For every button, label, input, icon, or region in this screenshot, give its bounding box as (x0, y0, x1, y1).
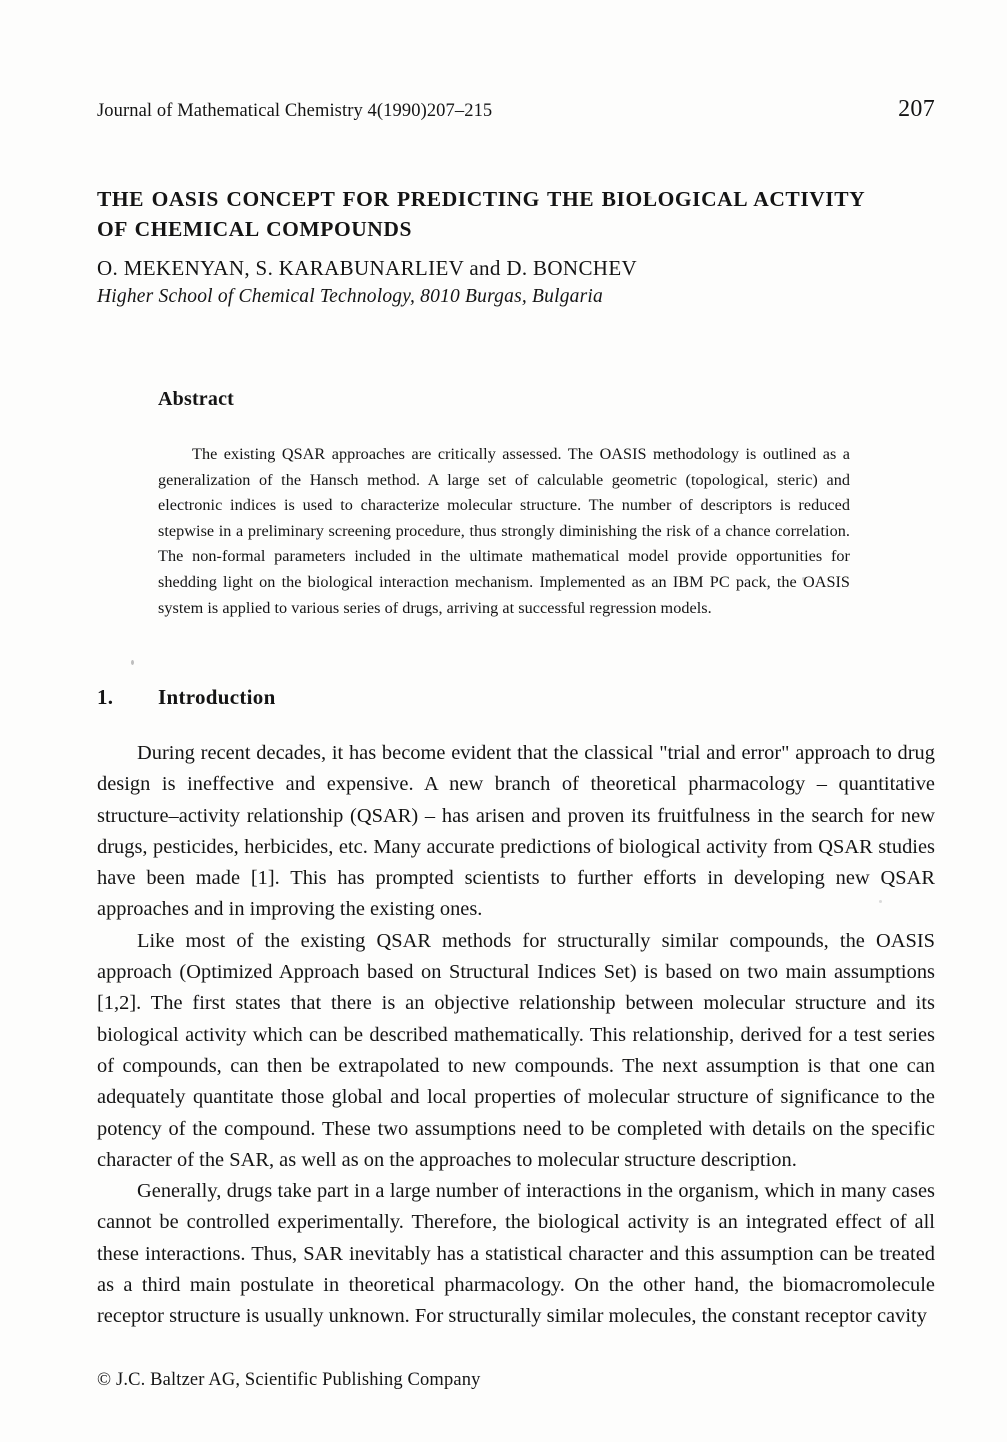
copyright-footer: © J.C. Baltzer AG, Scientific Publishing Company (97, 1370, 481, 1390)
section-number: 1. (97, 685, 114, 709)
author-list: O. MEKENYAN, S. KARABUNARLIEV and D. BONCHEV (97, 256, 638, 280)
article-title-line-1: THE OASIS CONCEPT FOR PREDICTING THE BIOLOGICAL ACTIVITY (97, 187, 866, 212)
abstract-heading: Abstract (158, 388, 235, 410)
body-text (97, 738, 935, 1333)
abstract-section (158, 388, 850, 621)
journal-citation-line: Journal of Mathematical Chemistry 4(1990)207–215 (97, 101, 493, 121)
page-number: 207 (898, 96, 935, 122)
paragraph: Like most of the existing QSAR methods for structurally similar compounds, the OASIS approach (Optimized Approach based on Structural Indices Set) is based on two main assumptions [1,2]. The first states that there is an objective relationship between molecular structure and its biological activity which can be described mathematically. This relationship, derived for a test series of compounds, can then be extrapolated to new compounds. The next assumption is that one can adequately quantitate those global and local properties of molecular structure of significance to the potency of the compound. These two assumptions need to be completed with details on the specific character of the SAR, as well as on the approaches to molecular structure description. (97, 929, 935, 1171)
paragraph: During recent decades, it has become evident that the classical "trial and error" approach to drug design is ineffective and expensive. A new branch of theoretical pharmacology – quantitative structure–activity relationship (QSAR) – has arisen and proven its fruitfulness in the search for new drugs, pesticides, herbicides, etc. Many accurate predictions of biological activity from QSAR studies have been made [1]. This has prompted scientists to further efforts in developing new QSAR approaches and in improving the existing ones. (97, 742, 935, 921)
section-title: Introduction (158, 685, 276, 709)
paragraph: Generally, drugs take part in a large number of interactions in the organism, which in many cases cannot be controlled experimentally. Therefore, the biological activity is an integrated effect of all these interactions. Thus, SAR inevitably has a statistical character and this assumption can be treated as a third main postulate in theoretical pharmacology. On the other hand, the biomacromolecule receptor structure is usually unknown. For structurally similar molecules, the constant receptor cavity (97, 1180, 935, 1328)
abstract-text: The existing QSAR approaches are critically assessed. The OASIS methodology is outlined as a generalization of the Hansch method. A large set of calculable geometric (topological, steric) and electronic indices is used to characterize molecular structure. The number of descriptors is reduced stepwise in a preliminary screening procedure, thus strongly diminishing the risk of a chance correlation. The non-formal parameters included in the ultimate mathematical model provide opportunities for shedding light on the biological interaction mechanism. Implemented as an IBM PC pack, the OASIS system is applied to various series of drugs, arriving at successful regression models. (158, 445, 850, 617)
article-title (97, 184, 935, 244)
running-head (97, 96, 935, 123)
scan-artifact-speck (131, 660, 134, 665)
page-content-column (97, 0, 935, 1442)
section-heading-introduction (97, 685, 935, 710)
scan-artifact-speck (879, 900, 882, 903)
scan-artifact-speck (648, 196, 652, 200)
scan-artifact-speck (802, 577, 805, 581)
article-title-line-2: OF CHEMICAL COMPOUNDS (97, 217, 412, 242)
author-affiliation: Higher School of Chemical Technology, 8010 Burgas, Bulgaria (97, 286, 603, 307)
